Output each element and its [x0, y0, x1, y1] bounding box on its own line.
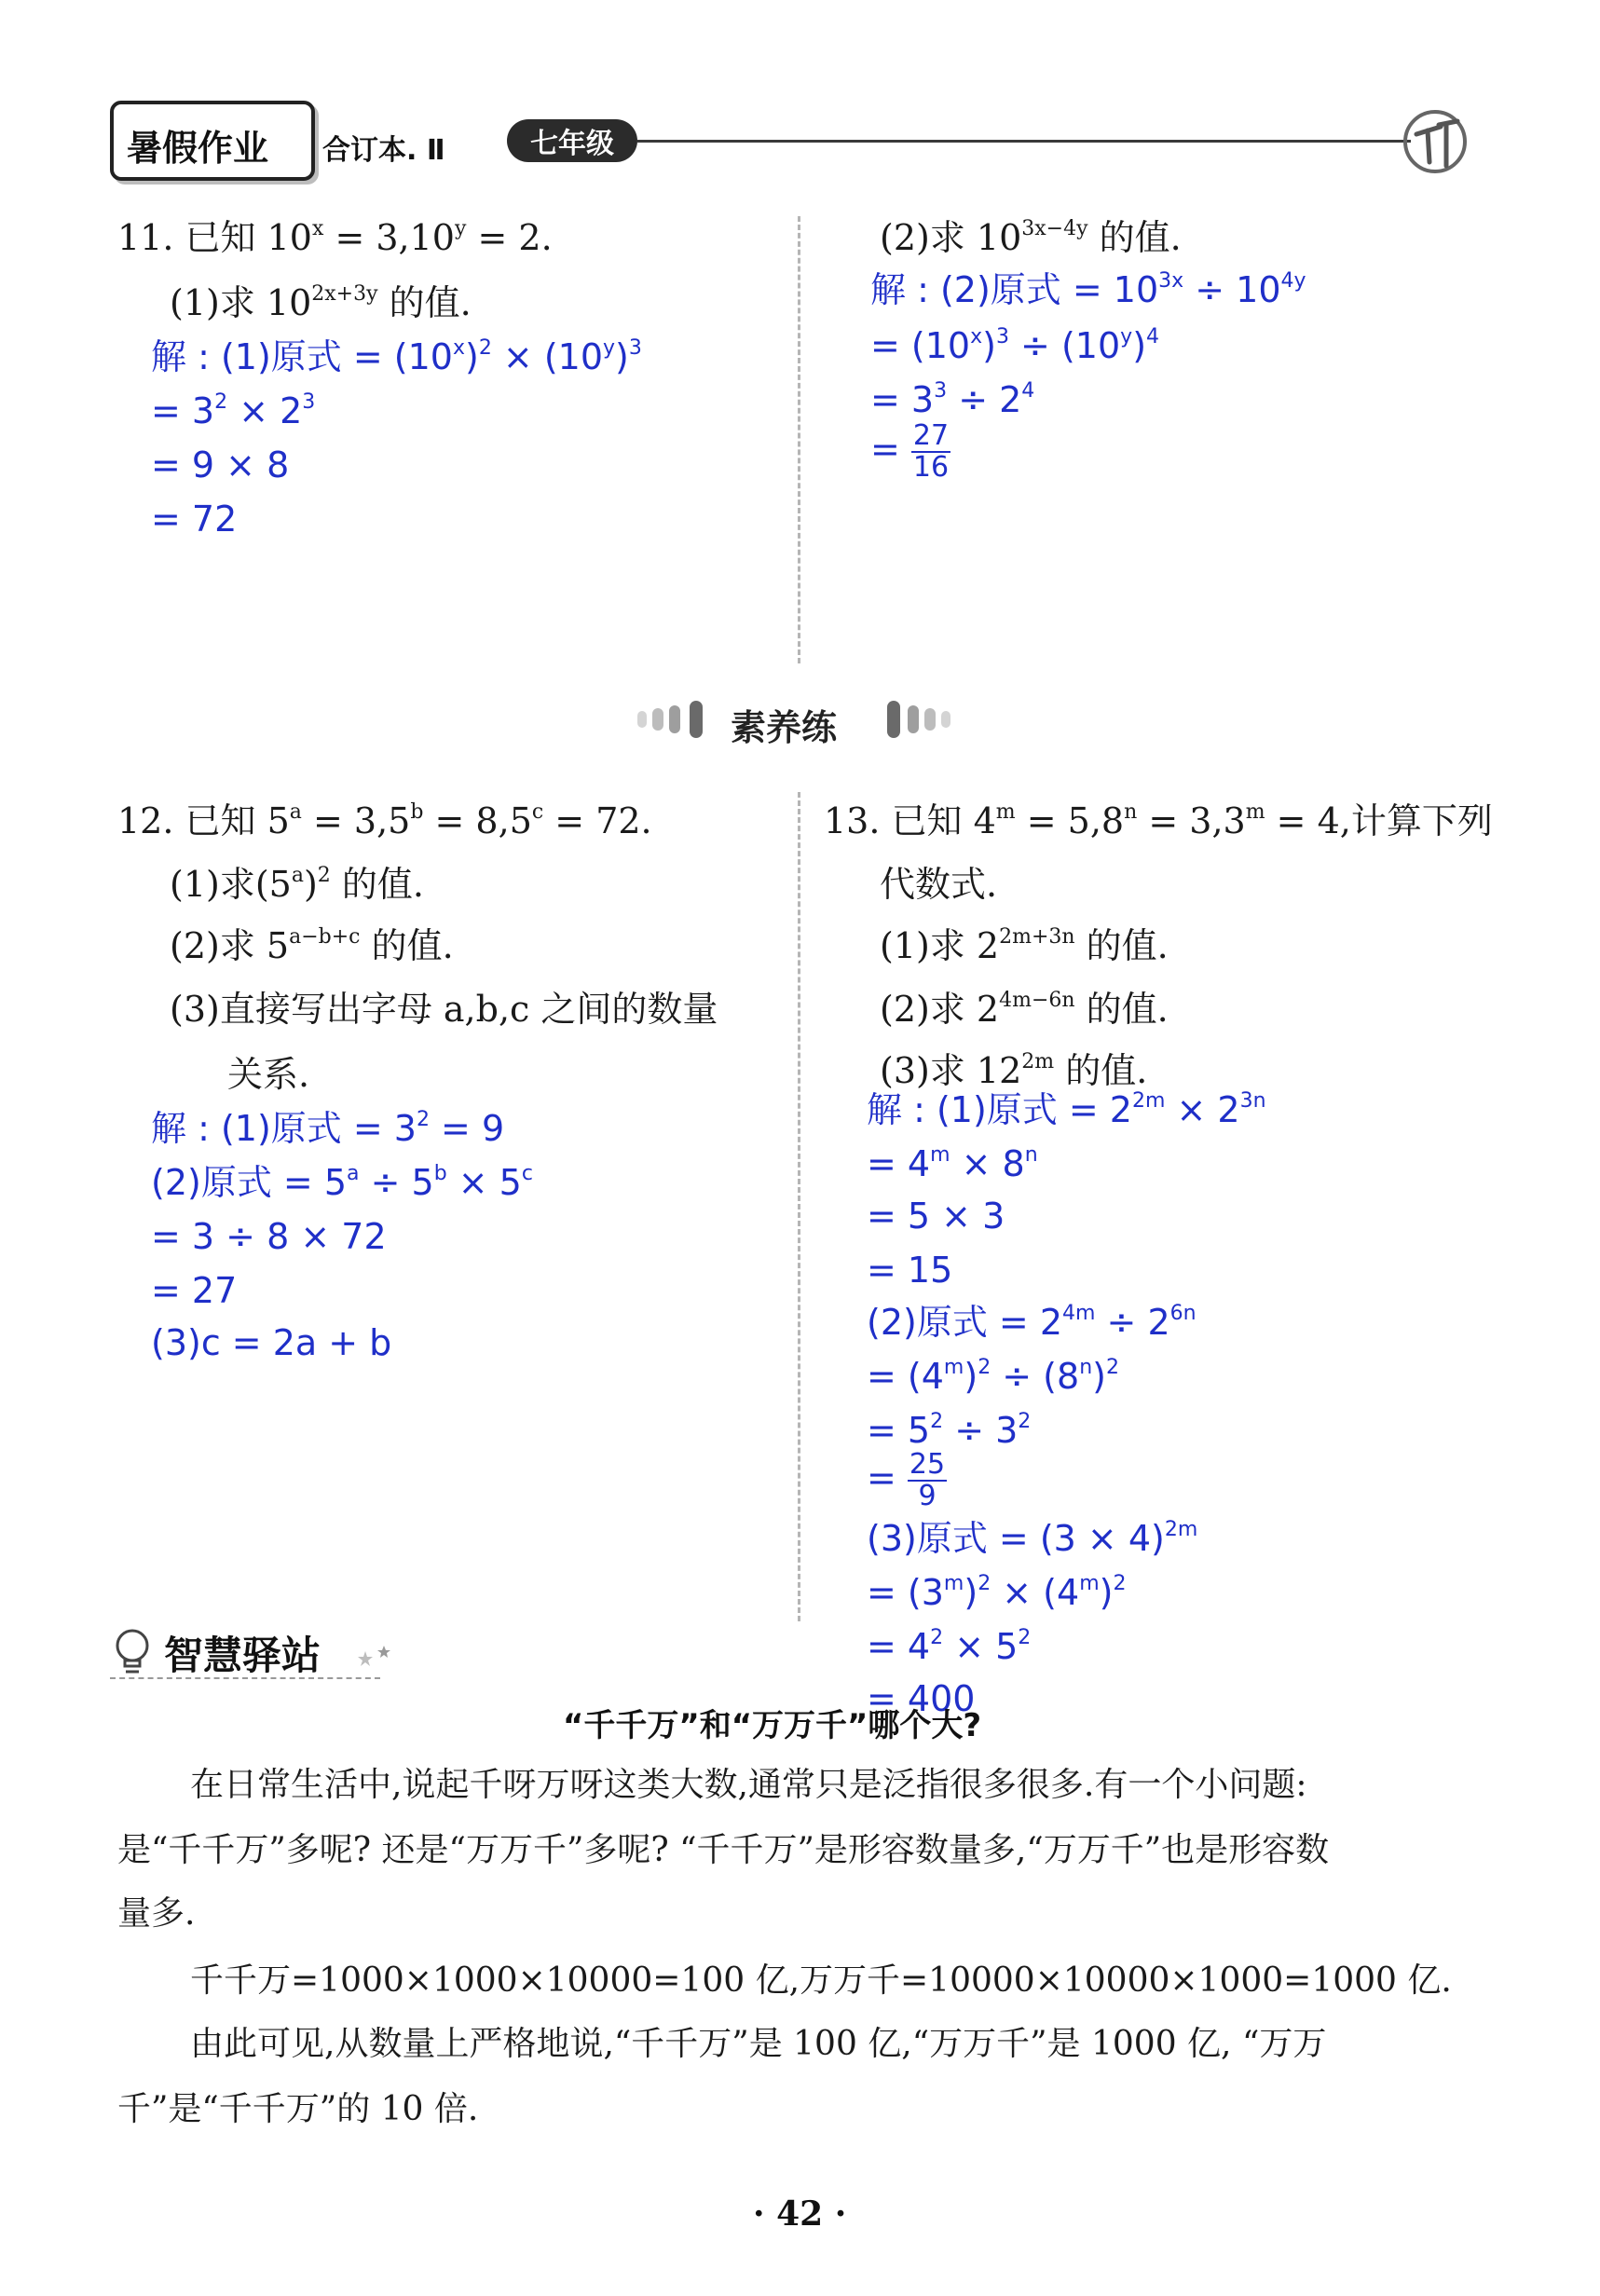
section-deco-pill	[924, 708, 936, 731]
article-para1-line3: 量多.	[117, 1894, 196, 1933]
q13-answer-line10: = $(3^m)^2 \times (4^m)^2$	[867, 1572, 1127, 1613]
q13-answer-line4: = 15	[867, 1250, 953, 1291]
section-heading: 素养练	[731, 707, 838, 748]
q12-part3-prompt-cont: 关系.	[227, 1054, 310, 1095]
q12-part1-prompt: (1)求$(5^a)^2$ 的值.	[170, 864, 424, 905]
q11-answer2-line1: 解 : (2)原式 = $10^{3x} \div 10^{4y}$	[870, 269, 1306, 310]
book-label: 合订本. Ⅱ	[322, 134, 445, 167]
article-para2: 千千万=1000×1000×10000=100 亿,万万千=10000×10000×1000=1000 亿.	[190, 1961, 1452, 2000]
q13-answer-line1: 解 : (1)原式 = $2^{2m} \times 2^{3n}$	[867, 1089, 1266, 1130]
q11-part1-prompt: (1)求 $10^{2x+3y}$ 的值.	[170, 282, 472, 323]
q11-answer1-line1: 解 : (1)原式 = $(10^x)^2 \times (10^y)^3$	[151, 336, 642, 377]
q11-answer1-line2: = $3^2 \times 2^3$	[151, 390, 316, 431]
article-para3-line1: 由此可见,从数量上严格地说,“千千万”是 100 亿,“万万千”是 1000 亿, “万万	[190, 2025, 1327, 2063]
q13-answer-line3: = 5 × 3	[867, 1196, 1005, 1237]
column-divider-bottom	[798, 792, 800, 1621]
q12-stem: 12. 已知 $5^a = 3,5^b = 8,5^c = 72$.	[117, 800, 652, 841]
article-title: “千千万”和“万万千”哪个大?	[563, 1707, 982, 1744]
q13-part2-prompt: (2)求 $2^{4m-6n}$ 的值.	[880, 989, 1169, 1030]
q13-answer-line8: = $\frac{25}{9}$	[867, 1448, 946, 1512]
q13-part3-prompt: (3)求 $12^{2m}$ 的值.	[880, 1050, 1148, 1091]
article-para1-line1: 在日常生活中,说起千呀万呀这类大数,通常只是泛指很多很多.有一个小问题:	[190, 1766, 1307, 1804]
section-deco-pill	[887, 701, 900, 738]
q13-stem: 13. 已知 $4^m = 5,8^n = 3,3^m = 4$,计算下列	[824, 800, 1493, 841]
q13-answer-line12: = 400	[867, 1678, 976, 1719]
q11-part2-prompt: (2)求 $10^{3x-4y}$ 的值.	[880, 217, 1182, 258]
wisdom-heading: 智慧驿站	[164, 1633, 321, 1678]
column-divider-top	[798, 216, 800, 663]
q13-stem-cont: 代数式.	[880, 864, 998, 905]
article-para3-line2: 千”是“千千万”的 10 倍.	[117, 2090, 479, 2128]
star-icon	[354, 1642, 395, 1675]
q12-part2-prompt: (2)求 $5^{a-b+c}$ 的值.	[170, 925, 454, 966]
section-deco-pill	[669, 705, 680, 733]
header-rule	[637, 140, 1411, 143]
q13-answer-line5: (2)原式 = $2^{4m} \div 2^{6n}$	[867, 1302, 1197, 1343]
q12-answer-line3: = 3 ÷ 8 × 72	[151, 1216, 387, 1257]
section-deco-pill	[908, 705, 919, 733]
grade-badge: 七年级	[507, 119, 637, 162]
section-deco-pill	[637, 711, 647, 728]
section-deco-pill	[652, 708, 663, 731]
q13-answer-line9: (3)原式 = $(3 \times 4)^{2m}$	[867, 1518, 1198, 1559]
section-deco-pill	[941, 711, 950, 728]
corner-logo-icon	[1398, 104, 1482, 179]
q11-answer1-line3: = 9 × 8	[151, 444, 290, 485]
q13-answer-line7: = $5^2 \div 3^2$	[867, 1410, 1032, 1451]
page-number: · 42 ·	[753, 2194, 847, 2234]
q12-part3-prompt: (3)直接写出字母 a,b,c 之间的数量	[170, 989, 718, 1030]
q11-answer1-line4: = 72	[151, 499, 238, 540]
section-deco-pill	[690, 701, 703, 738]
q11-answer2-line2: = $(10^x)^3 \div (10^y)^4$	[870, 325, 1160, 366]
q13-part1-prompt: (1)求 $2^{2m+3n}$ 的值.	[880, 925, 1169, 966]
q12-answer-line5: (3)c = 2a + b	[151, 1322, 392, 1363]
q11-answer2-line4: = $\frac{27}{16}$	[870, 419, 950, 484]
q11-stem: 11. 已知 $10^x = 3,10^y = 2$.	[117, 217, 553, 258]
q13-answer-line6: = $(4^m)^2 \div (8^n)^2$	[867, 1356, 1119, 1397]
q12-answer-line2: (2)原式 = $5^a \div 5^b \times 5^c$	[151, 1162, 533, 1203]
q12-answer-line1: 解 : (1)原式 = $3^2 = 9$	[151, 1108, 505, 1149]
wisdom-underline	[110, 1677, 380, 1681]
header-banner-text: 暑假作业	[127, 128, 269, 169]
lightbulb-icon	[110, 1625, 158, 1681]
q12-answer-line4: = 27	[151, 1270, 238, 1311]
q13-answer-line11: = $4^2 \times 5^2$	[867, 1626, 1032, 1667]
q13-answer-line2: = $4^m \times 8^n$	[867, 1143, 1038, 1184]
article-para1-line2: 是“千千万”多呢? 还是“万万千”多呢? “千千万”是形容数量多,“万万千”也是形容数	[117, 1831, 1330, 1869]
q11-answer2-line3: = $3^3 \div 2^4$	[870, 379, 1035, 420]
